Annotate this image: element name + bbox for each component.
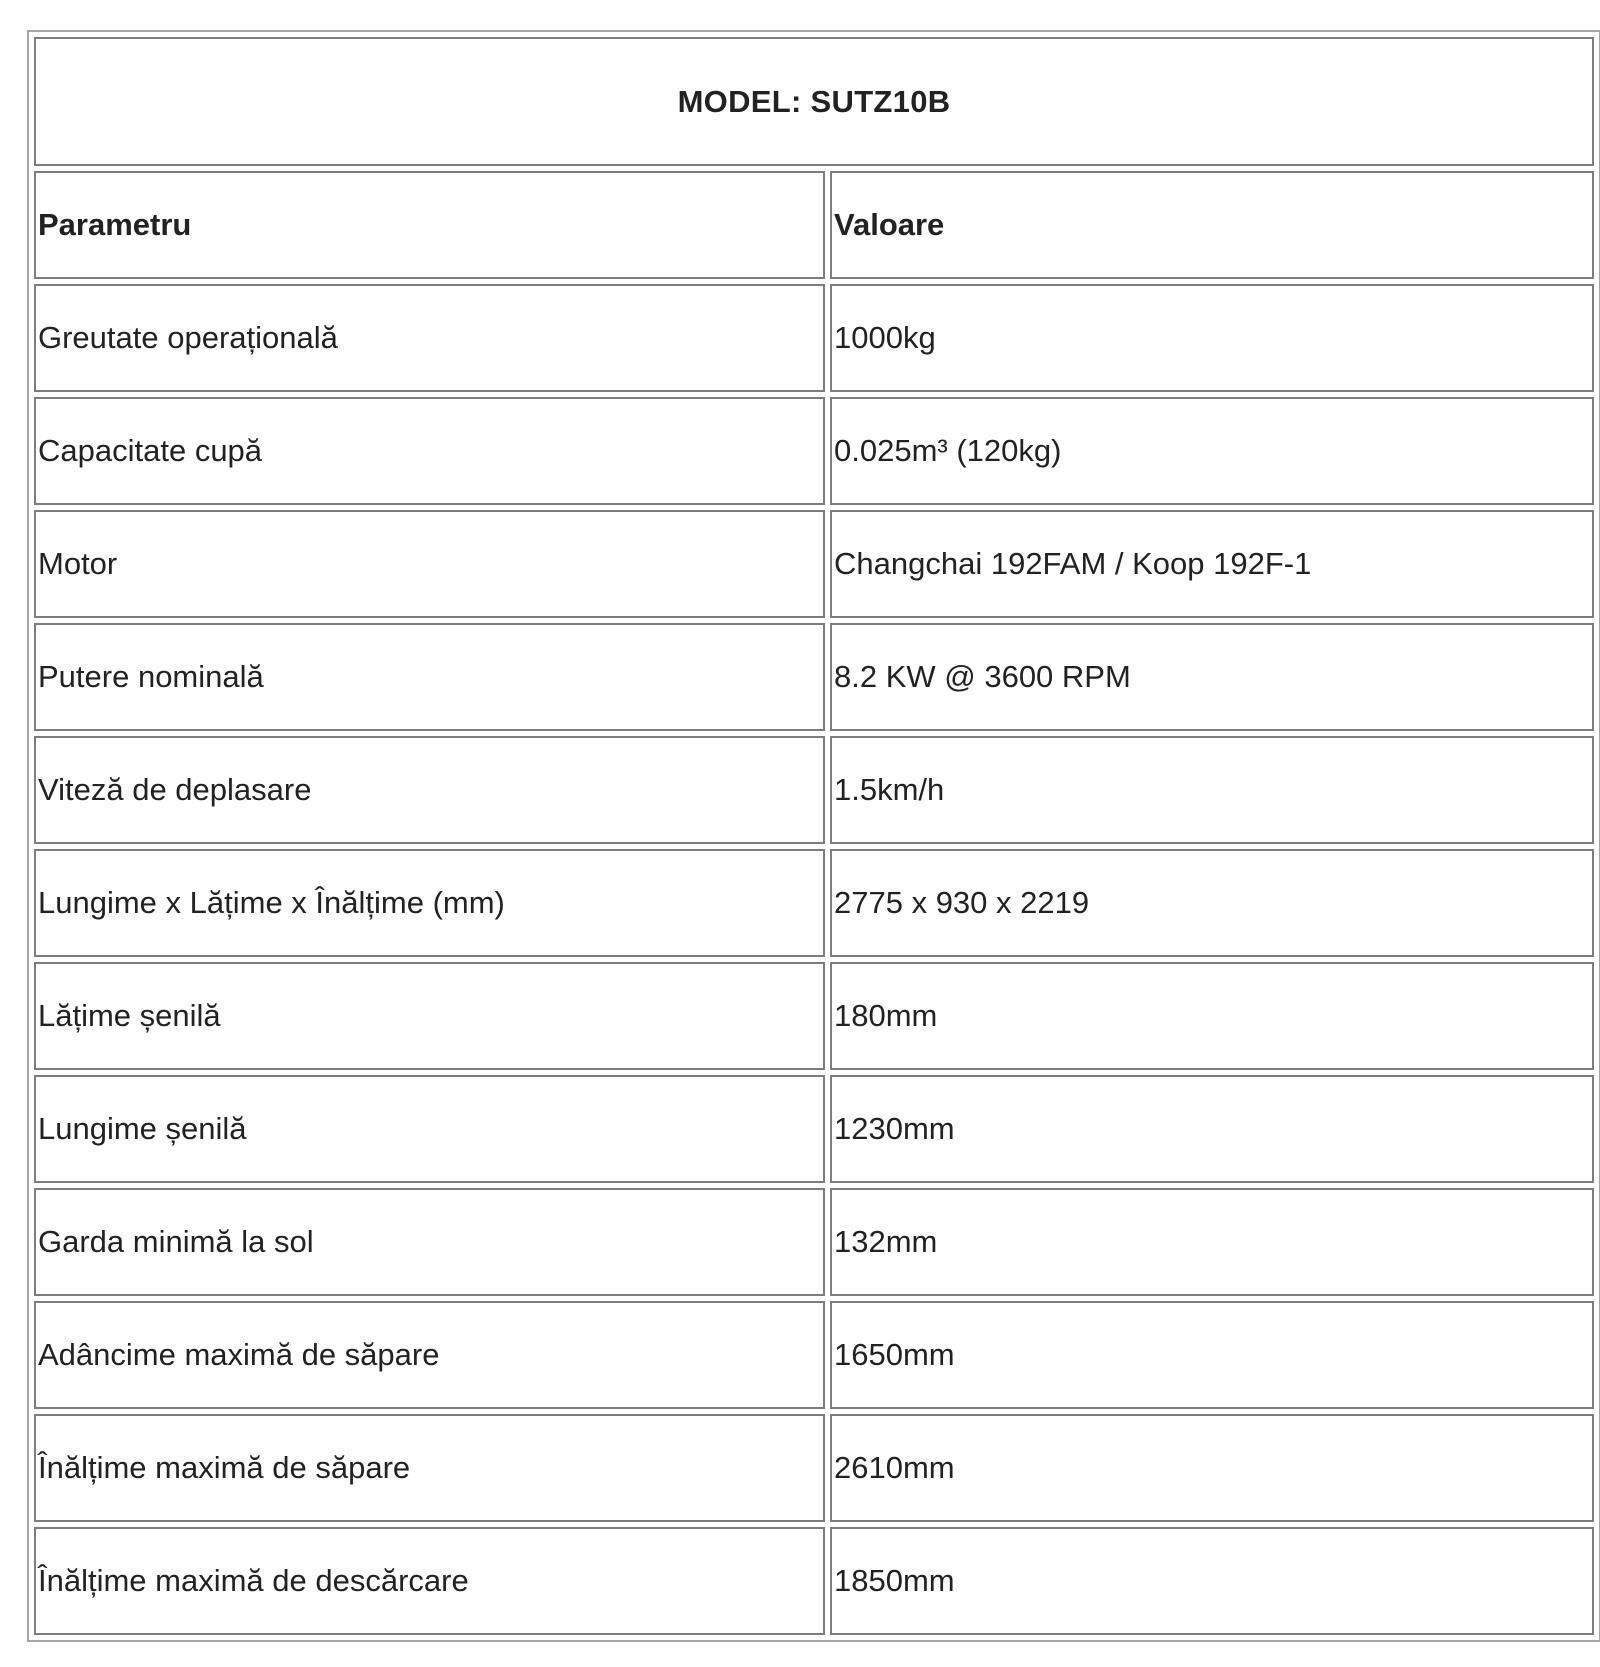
value-cell: 0.025m³ (120kg): [830, 397, 1594, 505]
param-cell: Înălțime maximă de descărcare: [34, 1527, 825, 1635]
value-cell: Changchai 192FAM / Koop 192F-1: [830, 510, 1594, 618]
param-cell: Adâncime maximă de săpare: [34, 1301, 825, 1409]
table-row: [34, 736, 1594, 844]
table-title: MODEL: SUTZ10B: [34, 37, 1594, 166]
param-cell: Greutate operațională: [34, 284, 825, 392]
param-cell: Lungime șenilă: [34, 1075, 825, 1183]
value-cell: 1650mm: [830, 1301, 1594, 1409]
param-cell: Lățime șenilă: [34, 962, 825, 1070]
value-cell: 132mm: [830, 1188, 1594, 1296]
table-row: [34, 397, 1594, 505]
value-cell: 1000kg: [830, 284, 1594, 392]
param-cell: Putere nominală: [34, 623, 825, 731]
header-param: Parametru: [34, 171, 825, 279]
table-row: [34, 510, 1594, 618]
param-cell: Viteză de deplasare: [34, 736, 825, 844]
table-row: [34, 1075, 1594, 1183]
value-cell: 1.5km/h: [830, 736, 1594, 844]
table-row: [34, 1301, 1594, 1409]
table-row: [34, 1414, 1594, 1522]
table-row: [34, 849, 1594, 957]
table-row: [34, 962, 1594, 1070]
value-cell: 8.2 KW @ 3600 RPM: [830, 623, 1594, 731]
table-row: [34, 1527, 1594, 1635]
value-cell: 1850mm: [830, 1527, 1594, 1635]
table-row: [34, 284, 1594, 392]
param-cell: Înălțime maximă de săpare: [34, 1414, 825, 1522]
header-row: [34, 171, 1594, 279]
param-cell: Garda minimă la sol: [34, 1188, 825, 1296]
table-row: [34, 1188, 1594, 1296]
title-row: [34, 37, 1594, 166]
param-cell: Motor: [34, 510, 825, 618]
table-row: [34, 623, 1594, 731]
header-value: Valoare: [830, 171, 1594, 279]
param-cell: Lungime x Lățime x Înălțime (mm): [34, 849, 825, 957]
value-cell: 180mm: [830, 962, 1594, 1070]
value-cell: 1230mm: [830, 1075, 1594, 1183]
spec-table: [27, 30, 1600, 1642]
value-cell: 2775 x 930 x 2219: [830, 849, 1594, 957]
value-cell: 2610mm: [830, 1414, 1594, 1522]
param-cell: Capacitate cupă: [34, 397, 825, 505]
